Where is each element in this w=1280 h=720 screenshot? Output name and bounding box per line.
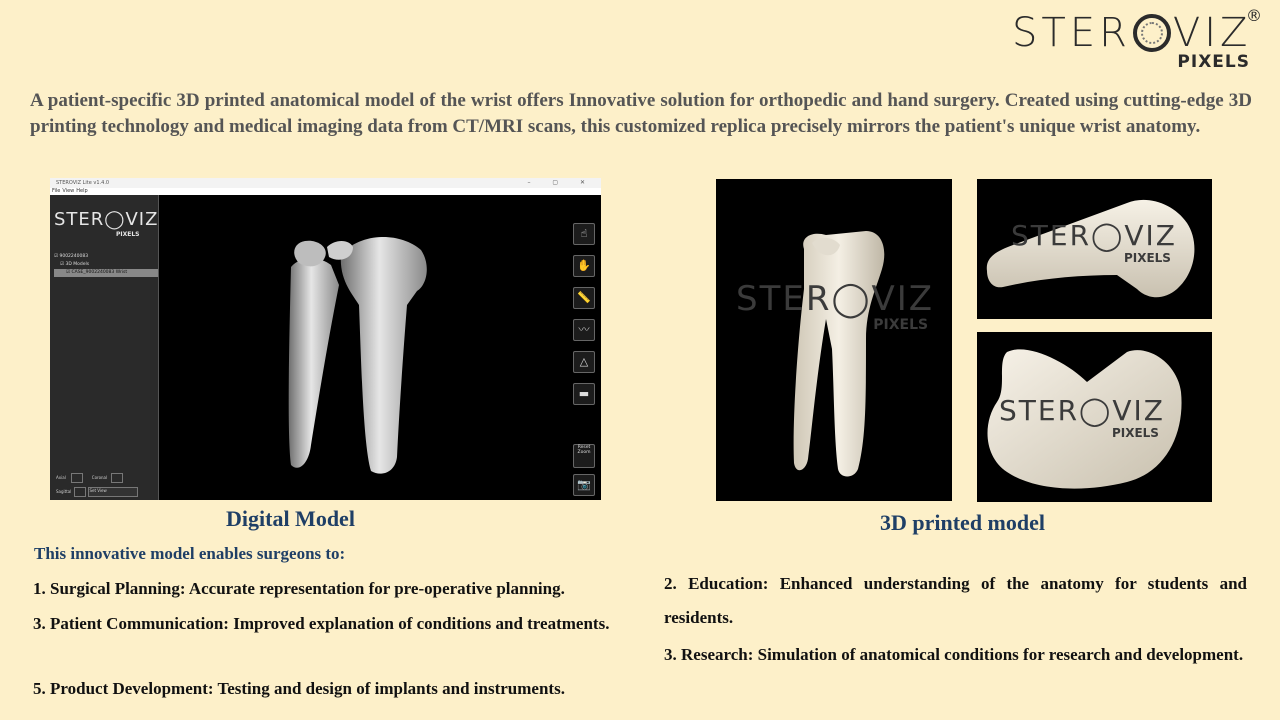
tree-item-models[interactable]: ☑ 3D Models — [60, 262, 90, 267]
logo-subtitle: PIXELS — [1177, 52, 1250, 72]
printed-model-caption: 3D printed model — [880, 510, 1045, 535]
benefits-lead: This innovative model enables surgeons to: — [34, 544, 346, 563]
angle-icon[interactable]: △ — [573, 351, 595, 373]
logo-word-left: STER — [1012, 10, 1131, 56]
intro-paragraph: A patient-specific 3D printed anatomical model of the wrist offers Innovative solution for orthopedic and hand surgery. Created using cutting-edge 3D printing technology and medical imaging data from CT/MRI scans, this customized replica precisely mirrors the patient's unique wrist anatomy. — [30, 90, 1252, 137]
menu-help[interactable]: Help — [76, 188, 88, 194]
reset-zoom-button[interactable]: Reset Zoom — [573, 444, 595, 468]
ruler-icon[interactable]: 📏 — [573, 287, 595, 309]
logo-word-right: VIZ — [1172, 10, 1252, 56]
tree-item-patient[interactable]: ☑ 9002240083 — [54, 254, 89, 259]
sidebar-panel — [50, 195, 159, 500]
axial-control[interactable]: Axial Coronal — [56, 473, 123, 483]
point-patient-communication: 3. Patient Communication: Improved explanation of conditions and treatments. — [33, 614, 610, 633]
printed-model-photo-top — [977, 332, 1212, 502]
ulna-shape — [289, 259, 339, 468]
window-title: STEROVIZ Lite v1.4.0 — [56, 180, 110, 186]
curve-measure-icon[interactable]: 〰 — [573, 319, 595, 341]
watermark: STER◯VIZ PIXELS — [736, 279, 935, 333]
watermark: STER◯VIZ PIXELS — [999, 394, 1165, 440]
window-controls[interactable]: – ▢ ✕ — [527, 179, 595, 186]
3d-viewport[interactable] — [159, 195, 569, 500]
steroviz-logo — [1012, 6, 1262, 76]
logo-registered-mark: ® — [1246, 6, 1262, 25]
point-surgical-planning: 1. Surgical Planning: Accurate representation for pre-operative planning. — [33, 579, 565, 598]
sidebar-logo — [54, 209, 159, 243]
hand-pointer-icon[interactable]: ☝ — [573, 223, 595, 245]
viewer-toolbar — [573, 223, 595, 415]
digital-model-screenshot — [50, 178, 601, 500]
menu-bar — [50, 188, 601, 195]
point-product-development: 5. Product Development: Testing and design of implants and instruments. — [33, 679, 565, 698]
layers-icon[interactable]: ▬ — [573, 383, 595, 405]
menu-view[interactable]: View — [62, 188, 75, 194]
bone-model-shape — [716, 179, 952, 501]
hand-pan-icon[interactable]: ✋ — [573, 255, 595, 277]
logo-ring-icon — [1133, 14, 1171, 52]
window-titlebar — [50, 178, 601, 188]
point-research: 3. Research: Simulation of anatomical conditions for research and development. — [664, 645, 1244, 664]
camera-icon[interactable]: 📷 — [573, 474, 595, 496]
printed-model-photo-side — [977, 179, 1212, 319]
menu-file[interactable]: File — [52, 188, 61, 194]
tree-item-case[interactable]: ☑ CASE_9002240083 Wrist — [54, 269, 158, 277]
sidebar-logo-sub: PIXELS — [116, 231, 140, 238]
set-view-select[interactable]: Set View — [88, 487, 138, 497]
watermark: STER◯VIZ PIXELS — [1011, 219, 1177, 265]
model-tree — [54, 253, 158, 277]
carpal-shape — [294, 241, 326, 267]
point-education: 2. Education: Enhanced understanding of the anatomy for students and residents. — [664, 574, 1247, 627]
sidebar-logo-word: STER◯VIZ — [54, 209, 159, 230]
radius-shape — [341, 237, 427, 474]
printed-model-photo-front — [716, 179, 952, 501]
sagittal-control[interactable]: Sagittal Set View — [56, 487, 138, 497]
digital-model-caption: Digital Model — [226, 506, 355, 531]
